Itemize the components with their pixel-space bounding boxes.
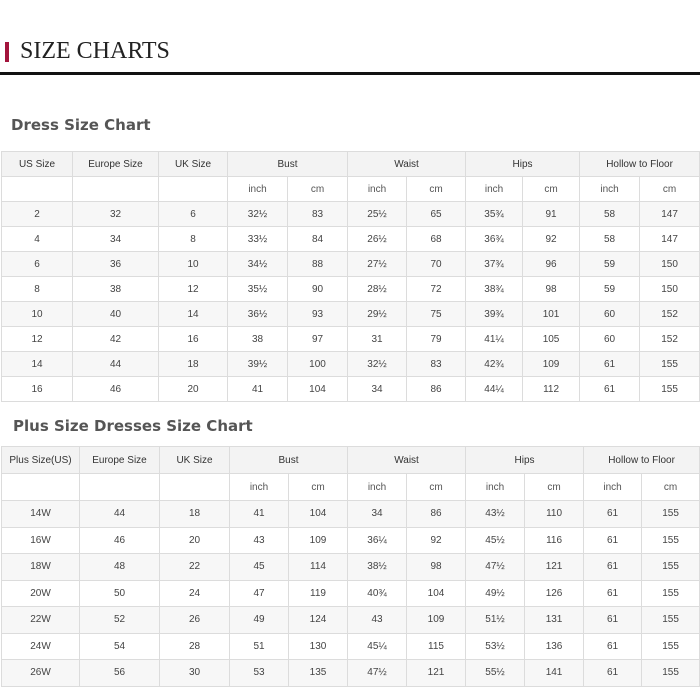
table-cell: 98 (407, 554, 466, 581)
column-header: UK Size (159, 152, 228, 177)
dress-size-table (1, 151, 700, 402)
column-header: Plus Size(US) (2, 447, 80, 474)
table-row (2, 227, 700, 252)
table-cell: 79 (407, 327, 466, 352)
table-cell: 109 (407, 607, 466, 634)
table-cell: 135 (289, 660, 348, 687)
table-cell: 12 (2, 327, 73, 352)
plus-size-chart-title: Plus Size Dresses Size Chart (13, 417, 253, 435)
table-cell: 20 (159, 377, 228, 402)
table-cell: 25½ (348, 202, 407, 227)
table-cell: 45 (230, 554, 289, 581)
table-cell: 34 (73, 227, 159, 252)
column-header: UK Size (160, 447, 230, 474)
dress-size-table-body (2, 152, 700, 402)
table-cell: 131 (525, 607, 584, 634)
table-cell: 155 (642, 527, 700, 554)
table-cell: 61 (584, 501, 642, 528)
table-cell: 32½ (228, 202, 288, 227)
table-cell: 6 (159, 202, 228, 227)
table-cell: 150 (640, 252, 700, 277)
table-row (2, 252, 700, 277)
table-cell: 27½ (348, 252, 407, 277)
table-cell: 39½ (228, 352, 288, 377)
table-cell: 61 (584, 607, 642, 634)
table-cell: 18 (159, 352, 228, 377)
table-cell: 47 (230, 580, 289, 607)
table-cell: 40¾ (348, 580, 407, 607)
table-cell: 51 (230, 633, 289, 660)
table-cell: 61 (580, 377, 640, 402)
table-cell: 155 (642, 554, 700, 581)
table-cell: 72 (407, 277, 466, 302)
table-cell: 53½ (466, 633, 525, 660)
table-cell: 39¾ (466, 302, 523, 327)
table-cell: 59 (580, 252, 640, 277)
table-cell: 44¼ (466, 377, 523, 402)
table-cell: 26½ (348, 227, 407, 252)
table-cell: 155 (642, 607, 700, 634)
unit-label: inch (348, 474, 407, 501)
table-cell: 36¾ (466, 227, 523, 252)
table-row (2, 580, 700, 607)
table-cell: 152 (640, 327, 700, 352)
table-cell: 65 (407, 202, 466, 227)
table-cell: 49 (230, 607, 289, 634)
table-cell: 20 (160, 527, 230, 554)
table-cell: 43 (348, 607, 407, 634)
unit-label: inch (228, 177, 288, 202)
table-cell: 37¾ (466, 252, 523, 277)
column-header: Bust (228, 152, 348, 177)
table-cell: 18W (2, 554, 80, 581)
empty-cell (160, 474, 230, 501)
table-cell: 47½ (466, 554, 525, 581)
unit-label: inch (466, 474, 525, 501)
unit-label: inch (348, 177, 407, 202)
table-cell: 119 (289, 580, 348, 607)
table-cell: 155 (640, 377, 700, 402)
table-cell: 61 (584, 633, 642, 660)
empty-cell (80, 474, 160, 501)
table-cell: 18 (160, 501, 230, 528)
table-cell: 34 (348, 377, 407, 402)
table-cell: 24W (2, 633, 80, 660)
table-cell: 45½ (466, 527, 525, 554)
unit-label: cm (640, 177, 700, 202)
table-unit-row (2, 177, 700, 202)
table-cell: 110 (525, 501, 584, 528)
dress-size-chart-title: Dress Size Chart (11, 116, 151, 134)
table-cell: 97 (288, 327, 348, 352)
table-cell: 22W (2, 607, 80, 634)
table-cell: 114 (289, 554, 348, 581)
table-cell: 56 (80, 660, 160, 687)
table-cell: 46 (80, 527, 160, 554)
table-row (2, 607, 700, 634)
table-cell: 75 (407, 302, 466, 327)
table-cell: 61 (584, 580, 642, 607)
column-header: Hips (466, 447, 584, 474)
table-cell: 61 (580, 352, 640, 377)
table-cell: 8 (2, 277, 73, 302)
table-cell: 88 (288, 252, 348, 277)
table-cell: 43½ (466, 501, 525, 528)
table-cell: 100 (288, 352, 348, 377)
column-header: Hollow to Floor (584, 447, 700, 474)
table-row (2, 660, 700, 687)
table-cell: 121 (525, 554, 584, 581)
table-cell: 155 (642, 660, 700, 687)
table-cell: 60 (580, 327, 640, 352)
table-cell: 52 (80, 607, 160, 634)
table-cell: 147 (640, 202, 700, 227)
unit-label: cm (288, 177, 348, 202)
table-cell: 136 (525, 633, 584, 660)
table-cell: 35½ (228, 277, 288, 302)
table-cell: 112 (523, 377, 580, 402)
table-cell: 45¼ (348, 633, 407, 660)
table-cell: 38 (73, 277, 159, 302)
table-row (2, 554, 700, 581)
table-cell: 58 (580, 202, 640, 227)
table-cell: 61 (584, 554, 642, 581)
table-cell: 54 (80, 633, 160, 660)
table-cell: 124 (289, 607, 348, 634)
table-cell: 36¼ (348, 527, 407, 554)
table-cell: 46 (73, 377, 159, 402)
table-unit-row (2, 474, 700, 501)
table-cell: 10 (2, 302, 73, 327)
table-cell: 155 (642, 580, 700, 607)
page-title: SIZE CHARTS (20, 38, 170, 64)
column-header: Europe Size (73, 152, 159, 177)
table-cell: 14W (2, 501, 80, 528)
unit-label: cm (407, 177, 466, 202)
table-cell: 41¼ (466, 327, 523, 352)
table-cell: 130 (289, 633, 348, 660)
table-cell: 38 (228, 327, 288, 352)
table-cell: 38¾ (466, 277, 523, 302)
table-cell: 84 (288, 227, 348, 252)
empty-cell (159, 177, 228, 202)
table-cell: 16 (2, 377, 73, 402)
table-cell: 43 (230, 527, 289, 554)
table-cell: 16W (2, 527, 80, 554)
unit-label: inch (230, 474, 289, 501)
table-header-row (2, 447, 700, 474)
table-cell: 90 (288, 277, 348, 302)
column-header: Bust (230, 447, 348, 474)
table-cell: 8 (159, 227, 228, 252)
table-header-row (2, 152, 700, 177)
table-cell: 96 (523, 252, 580, 277)
table-cell: 31 (348, 327, 407, 352)
table-cell: 44 (73, 352, 159, 377)
title-accent-bar (5, 42, 9, 62)
table-cell: 60 (580, 302, 640, 327)
table-cell: 41 (228, 377, 288, 402)
table-cell: 41 (230, 501, 289, 528)
table-cell: 26W (2, 660, 80, 687)
table-cell: 152 (640, 302, 700, 327)
table-cell: 104 (407, 580, 466, 607)
unit-label: cm (289, 474, 348, 501)
table-cell: 49½ (466, 580, 525, 607)
table-cell: 104 (288, 377, 348, 402)
unit-label: cm (642, 474, 700, 501)
unit-label: cm (523, 177, 580, 202)
unit-label: inch (466, 177, 523, 202)
table-cell: 91 (523, 202, 580, 227)
table-cell: 24 (160, 580, 230, 607)
table-cell: 83 (288, 202, 348, 227)
table-cell: 35¾ (466, 202, 523, 227)
table-cell: 104 (289, 501, 348, 528)
table-cell: 55½ (466, 660, 525, 687)
table-cell: 29½ (348, 302, 407, 327)
table-cell: 28 (160, 633, 230, 660)
table-cell: 58 (580, 227, 640, 252)
table-cell: 51½ (466, 607, 525, 634)
table-cell: 38½ (348, 554, 407, 581)
table-cell: 12 (159, 277, 228, 302)
empty-cell (73, 177, 159, 202)
table-cell: 33½ (228, 227, 288, 252)
table-row (2, 327, 700, 352)
table-cell: 34½ (228, 252, 288, 277)
empty-cell (2, 474, 80, 501)
table-cell: 6 (2, 252, 73, 277)
table-row (2, 277, 700, 302)
table-cell: 109 (289, 527, 348, 554)
table-cell: 47½ (348, 660, 407, 687)
empty-cell (2, 177, 73, 202)
table-cell: 32½ (348, 352, 407, 377)
table-cell: 83 (407, 352, 466, 377)
table-cell: 126 (525, 580, 584, 607)
table-cell: 44 (80, 501, 160, 528)
table-cell: 86 (407, 501, 466, 528)
unit-label: inch (580, 177, 640, 202)
table-cell: 155 (642, 501, 700, 528)
table-cell: 2 (2, 202, 73, 227)
unit-label: inch (584, 474, 642, 501)
unit-label: cm (407, 474, 466, 501)
table-cell: 61 (584, 660, 642, 687)
unit-label: cm (525, 474, 584, 501)
table-cell: 61 (584, 527, 642, 554)
table-row (2, 633, 700, 660)
table-cell: 30 (160, 660, 230, 687)
plus-size-table (1, 446, 700, 687)
table-cell: 155 (640, 352, 700, 377)
column-header: US Size (2, 152, 73, 177)
table-cell: 32 (73, 202, 159, 227)
table-cell: 98 (523, 277, 580, 302)
table-cell: 121 (407, 660, 466, 687)
table-row (2, 527, 700, 554)
table-cell: 86 (407, 377, 466, 402)
table-cell: 115 (407, 633, 466, 660)
table-cell: 70 (407, 252, 466, 277)
table-cell: 14 (159, 302, 228, 327)
column-header: Europe Size (80, 447, 160, 474)
plus-size-table-body (2, 447, 700, 687)
table-cell: 36 (73, 252, 159, 277)
table-cell: 92 (407, 527, 466, 554)
table-row (2, 377, 700, 402)
table-cell: 116 (525, 527, 584, 554)
table-cell: 22 (160, 554, 230, 581)
table-cell: 141 (525, 660, 584, 687)
table-cell: 48 (80, 554, 160, 581)
table-row (2, 352, 700, 377)
table-cell: 155 (642, 633, 700, 660)
table-cell: 92 (523, 227, 580, 252)
column-header: Hollow to Floor (580, 152, 700, 177)
table-row (2, 202, 700, 227)
table-cell: 68 (407, 227, 466, 252)
table-cell: 93 (288, 302, 348, 327)
table-cell: 14 (2, 352, 73, 377)
column-header: Waist (348, 447, 466, 474)
column-header: Waist (348, 152, 466, 177)
table-cell: 16 (159, 327, 228, 352)
table-cell: 34 (348, 501, 407, 528)
page-header (0, 0, 700, 78)
table-cell: 101 (523, 302, 580, 327)
table-cell: 53 (230, 660, 289, 687)
table-row (2, 501, 700, 528)
table-cell: 28½ (348, 277, 407, 302)
table-cell: 42¾ (466, 352, 523, 377)
table-cell: 42 (73, 327, 159, 352)
table-cell: 40 (73, 302, 159, 327)
table-cell: 109 (523, 352, 580, 377)
table-cell: 20W (2, 580, 80, 607)
table-cell: 50 (80, 580, 160, 607)
table-cell: 147 (640, 227, 700, 252)
header-divider (0, 72, 700, 75)
column-header: Hips (466, 152, 580, 177)
table-cell: 10 (159, 252, 228, 277)
table-cell: 150 (640, 277, 700, 302)
table-cell: 59 (580, 277, 640, 302)
table-cell: 36½ (228, 302, 288, 327)
table-row (2, 302, 700, 327)
table-cell: 26 (160, 607, 230, 634)
table-cell: 105 (523, 327, 580, 352)
table-cell: 4 (2, 227, 73, 252)
